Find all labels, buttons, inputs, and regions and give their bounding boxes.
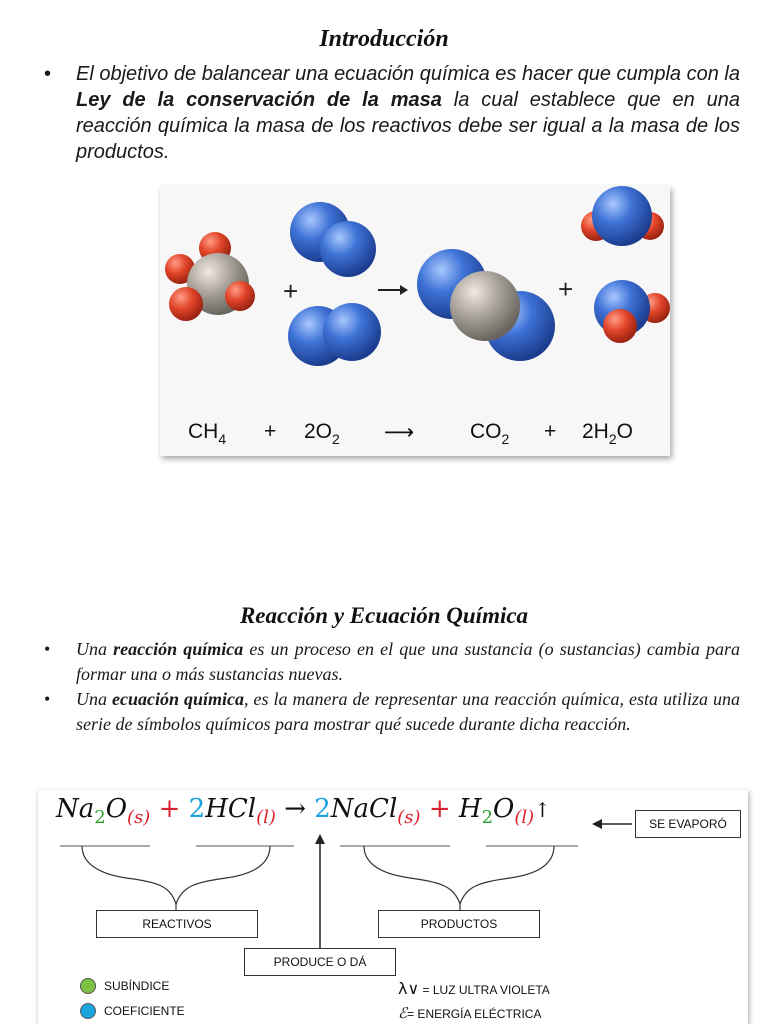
equation-bullet: • Una ecuación química, es la manera de representar una reacción química, esta utiliza una serie de símbolos químicos para mostrar qué sucede durante dicha reacción. [44,689,740,734]
productos-label: PRODUCTOS [378,910,540,938]
eq-water: $2H_2O$ [582,420,633,447]
state: (s) [397,807,421,829]
se-evaporo-label: SE EVAPORÓ [635,810,741,838]
intro-text-bold: Ley de la conservación de la masa [76,89,442,111]
water-molecule [581,186,664,246]
coeficiente-legend: COEFICIENTE [104,1004,185,1018]
subscript: 2 [94,807,106,829]
reaction-bullet: • Una reacción química es un proceso en el que una sustancia (o sustancias) cambia para formar una o más sustancias nuevas. [44,639,740,684]
methane-combustion-figure [160,186,670,456]
intro-text-suffix: la cual establece que en una reacción química la masa de los reactivos debe ser igual a la masa de los productos. [76,89,740,163]
state: (l) [256,807,276,829]
intro-bullet-list [40,61,740,165]
state: (l) [514,807,535,829]
eq-arrow: ⟶ [384,421,415,444]
eq-methane: $CH_4$ [188,420,227,447]
oxygen-molecule [288,303,381,366]
plus-sign: + [283,276,299,306]
bullet-dot: • [44,689,51,709]
oxygen-molecule [290,202,376,277]
state: (s) [127,807,151,829]
reaction-bold: reacción química [113,639,244,659]
subindice-color-swatch [80,978,96,994]
eq-plus: + [544,420,557,443]
equation-parts-diagram [38,790,748,1024]
coefficient: 2 [314,794,331,824]
bullet-dot: • [44,639,51,659]
electric-energy-legend: ℰ= ENERGÍA ELÉCTRICA [398,1004,542,1022]
bullet-dot: • [44,63,52,85]
equation-bold: ecuación química [112,689,245,709]
plus-sign: + [558,274,574,304]
intro-text-prefix: El objetivo de balancear una ecuación química es hacer que cumpla con la [76,63,740,85]
reaction-bullet-list [40,637,740,737]
reactivos-label: REACTIVOS [96,910,258,938]
carbon-dioxide-molecule [417,249,555,361]
eq-oxygen: $2O_2$ [304,420,340,447]
molecule-illustration [160,186,670,456]
methane-molecule [165,232,255,321]
eq-plus: + [264,420,277,443]
subindice-legend: SUBÍNDICE [104,979,170,993]
coefficient: 2 [188,794,206,824]
coeficiente-color-swatch [80,1003,96,1019]
water-molecule [594,280,670,343]
sodium-oxide-equation: $Na_2O_{(s)} + 2HCl_{(l)}$ → 2NaCl$_{(s)}$ + $H_2O_{(l)}↑$ [56,794,551,829]
produce-label: PRODUCE O DÁ [244,948,396,976]
reaction-arrow [378,285,408,295]
uv-light-legend: λ∨ = LUZ ULTRA VIOLETA [398,979,550,998]
intro-bullet [40,61,740,165]
reaction-title: Reacción y Ecuación Química [239,603,529,628]
subscript: 2 [481,807,494,829]
eq-carbon-dioxide: $CO_2$ [470,420,510,447]
intro-title: Introducción [319,26,449,52]
